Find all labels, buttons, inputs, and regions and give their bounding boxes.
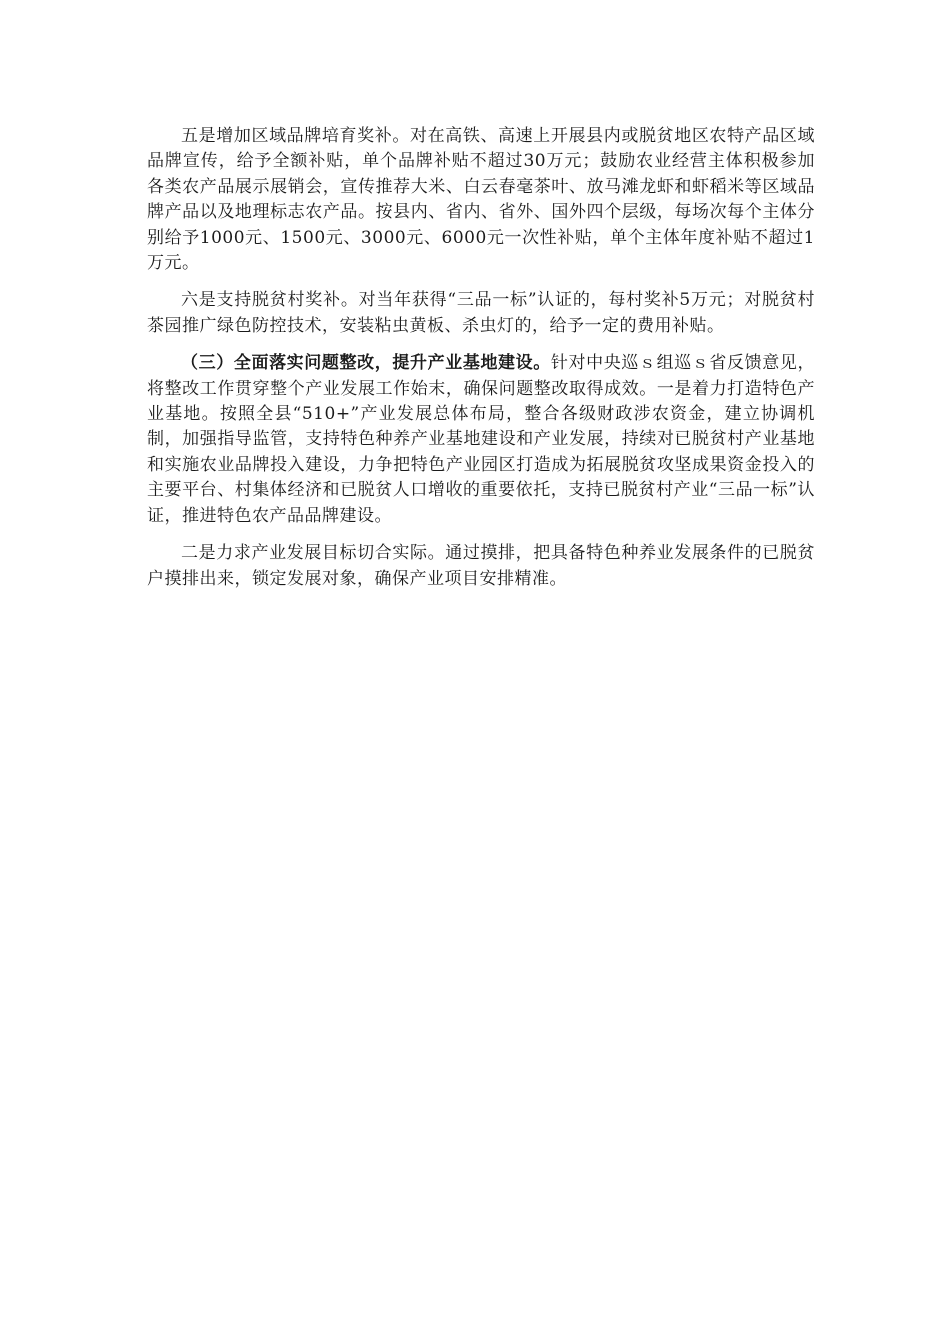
- paragraph-rectification-text: 针对中央巡ｓ组巡ｓ省反馈意见，将整改工作贯穿整个产业发展工作始末，确保问题整改取得成效。一是着力打造特色产业基地。按照全县“510+”产业发展总体布局，整合各级财政涉农资金，建立协调机制，加强指导监管，支持特色种养产业基地建设和产业发展，持续对已脱贫村产业基地和实施农业品牌投入建设，力争把特色产业园区打造成为拓展脱贫攻坚成果资金投入的主要平台、村集体经济和已脱贫人口增收的重要依托，支持已脱贫村产业“三品一标”认证，推进特色农产品品牌建设。: [147, 353, 816, 526]
- paragraph-rectification: [147, 351, 815, 529]
- paragraph-village-subsidy: 六是支持脱贫村奖补。对当年获得“三品一标”认证的，每村奖补5万元；对脱贫村茶园推广绿色防控技术，安装粘虫黄板、杀虫灯的，给予一定的费用补贴。: [147, 290, 815, 336]
- document-body: [147, 124, 815, 604]
- paragraph-regional-brand-subsidy: 五是增加区域品牌培育奖补。对在高铁、高速上开展县内或脱贫地区农特产品区域品牌宣传，给予全额补贴，单个品牌补贴不超过30万元；鼓励农业经营主体积极参加各类农产品展示展销会，宣传推荐大米、白云春毫茶叶、放马滩龙虾和虾稻米等区域品牌产品以及地理标志农产品。按县内、省内、省外、国外四个层级，每场次每个主体分别给予1000元、1500元、3000元、6000元一次性补贴，单个主体年度补贴不超过1万元。: [147, 126, 815, 274]
- section-heading: （三）全面落实问题整改，提升产业基地建设。: [181, 353, 551, 374]
- paragraph-development-goals: 二是力求产业发展目标切合实际。通过摸排，把具备特色种养业发展条件的已脱贫户摸排出来，锁定发展对象，确保产业项目安排精准。: [147, 543, 815, 589]
